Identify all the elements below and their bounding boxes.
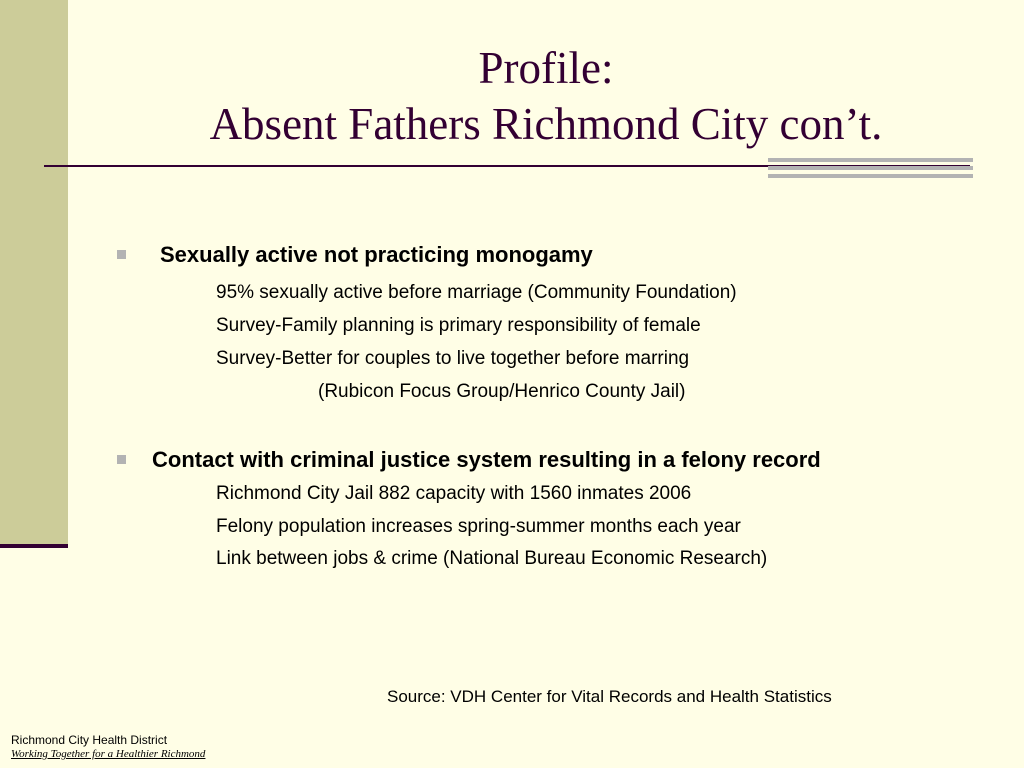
accent-bar-1: [768, 158, 973, 162]
section-1-item-1: 95% sexually active before marriage (Community Foundation): [216, 282, 737, 303]
accent-bar-3: [768, 174, 973, 178]
section-2-item-2: Felony population increases spring-summer months each year: [216, 516, 741, 537]
section-1-item-4: (Rubicon Focus Group/Henrico County Jail): [318, 381, 686, 402]
left-sidebar-band: [0, 0, 68, 545]
footer-organization: Richmond City Health District: [11, 733, 168, 747]
section-2-item-3: Link between jobs & crime (National Bureau Economic Research): [216, 548, 768, 569]
accent-bar-2: [768, 166, 973, 170]
slide-title-line-1: Profile:: [478, 43, 614, 93]
source-citation: Source: VDH Center for Vital Records and Health Statistics: [387, 687, 832, 706]
section-1-item-2: Survey-Family planning is primary responsibility of female: [216, 315, 701, 336]
section-1-item-3: Survey-Better for couples to live together before marring: [216, 348, 690, 369]
section-heading-1: Sexually active not practicing monogamy: [160, 242, 593, 267]
slide-title: [68, 40, 1024, 152]
bullet-square-icon: [117, 250, 126, 259]
section-2-item-1: Richmond City Jail 882 capacity with 1560 inmates 2006: [216, 483, 692, 504]
slide-title-line-2: Absent Fathers Richmond City con’t.: [209, 99, 883, 149]
section-heading-2: Contact with criminal justice system resulting in a felony record: [152, 447, 821, 472]
footer-tagline: Working Together for a Healthier Richmond: [11, 748, 206, 760]
sidebar-bottom-rule: [0, 544, 68, 548]
bullet-square-icon: [117, 455, 126, 464]
